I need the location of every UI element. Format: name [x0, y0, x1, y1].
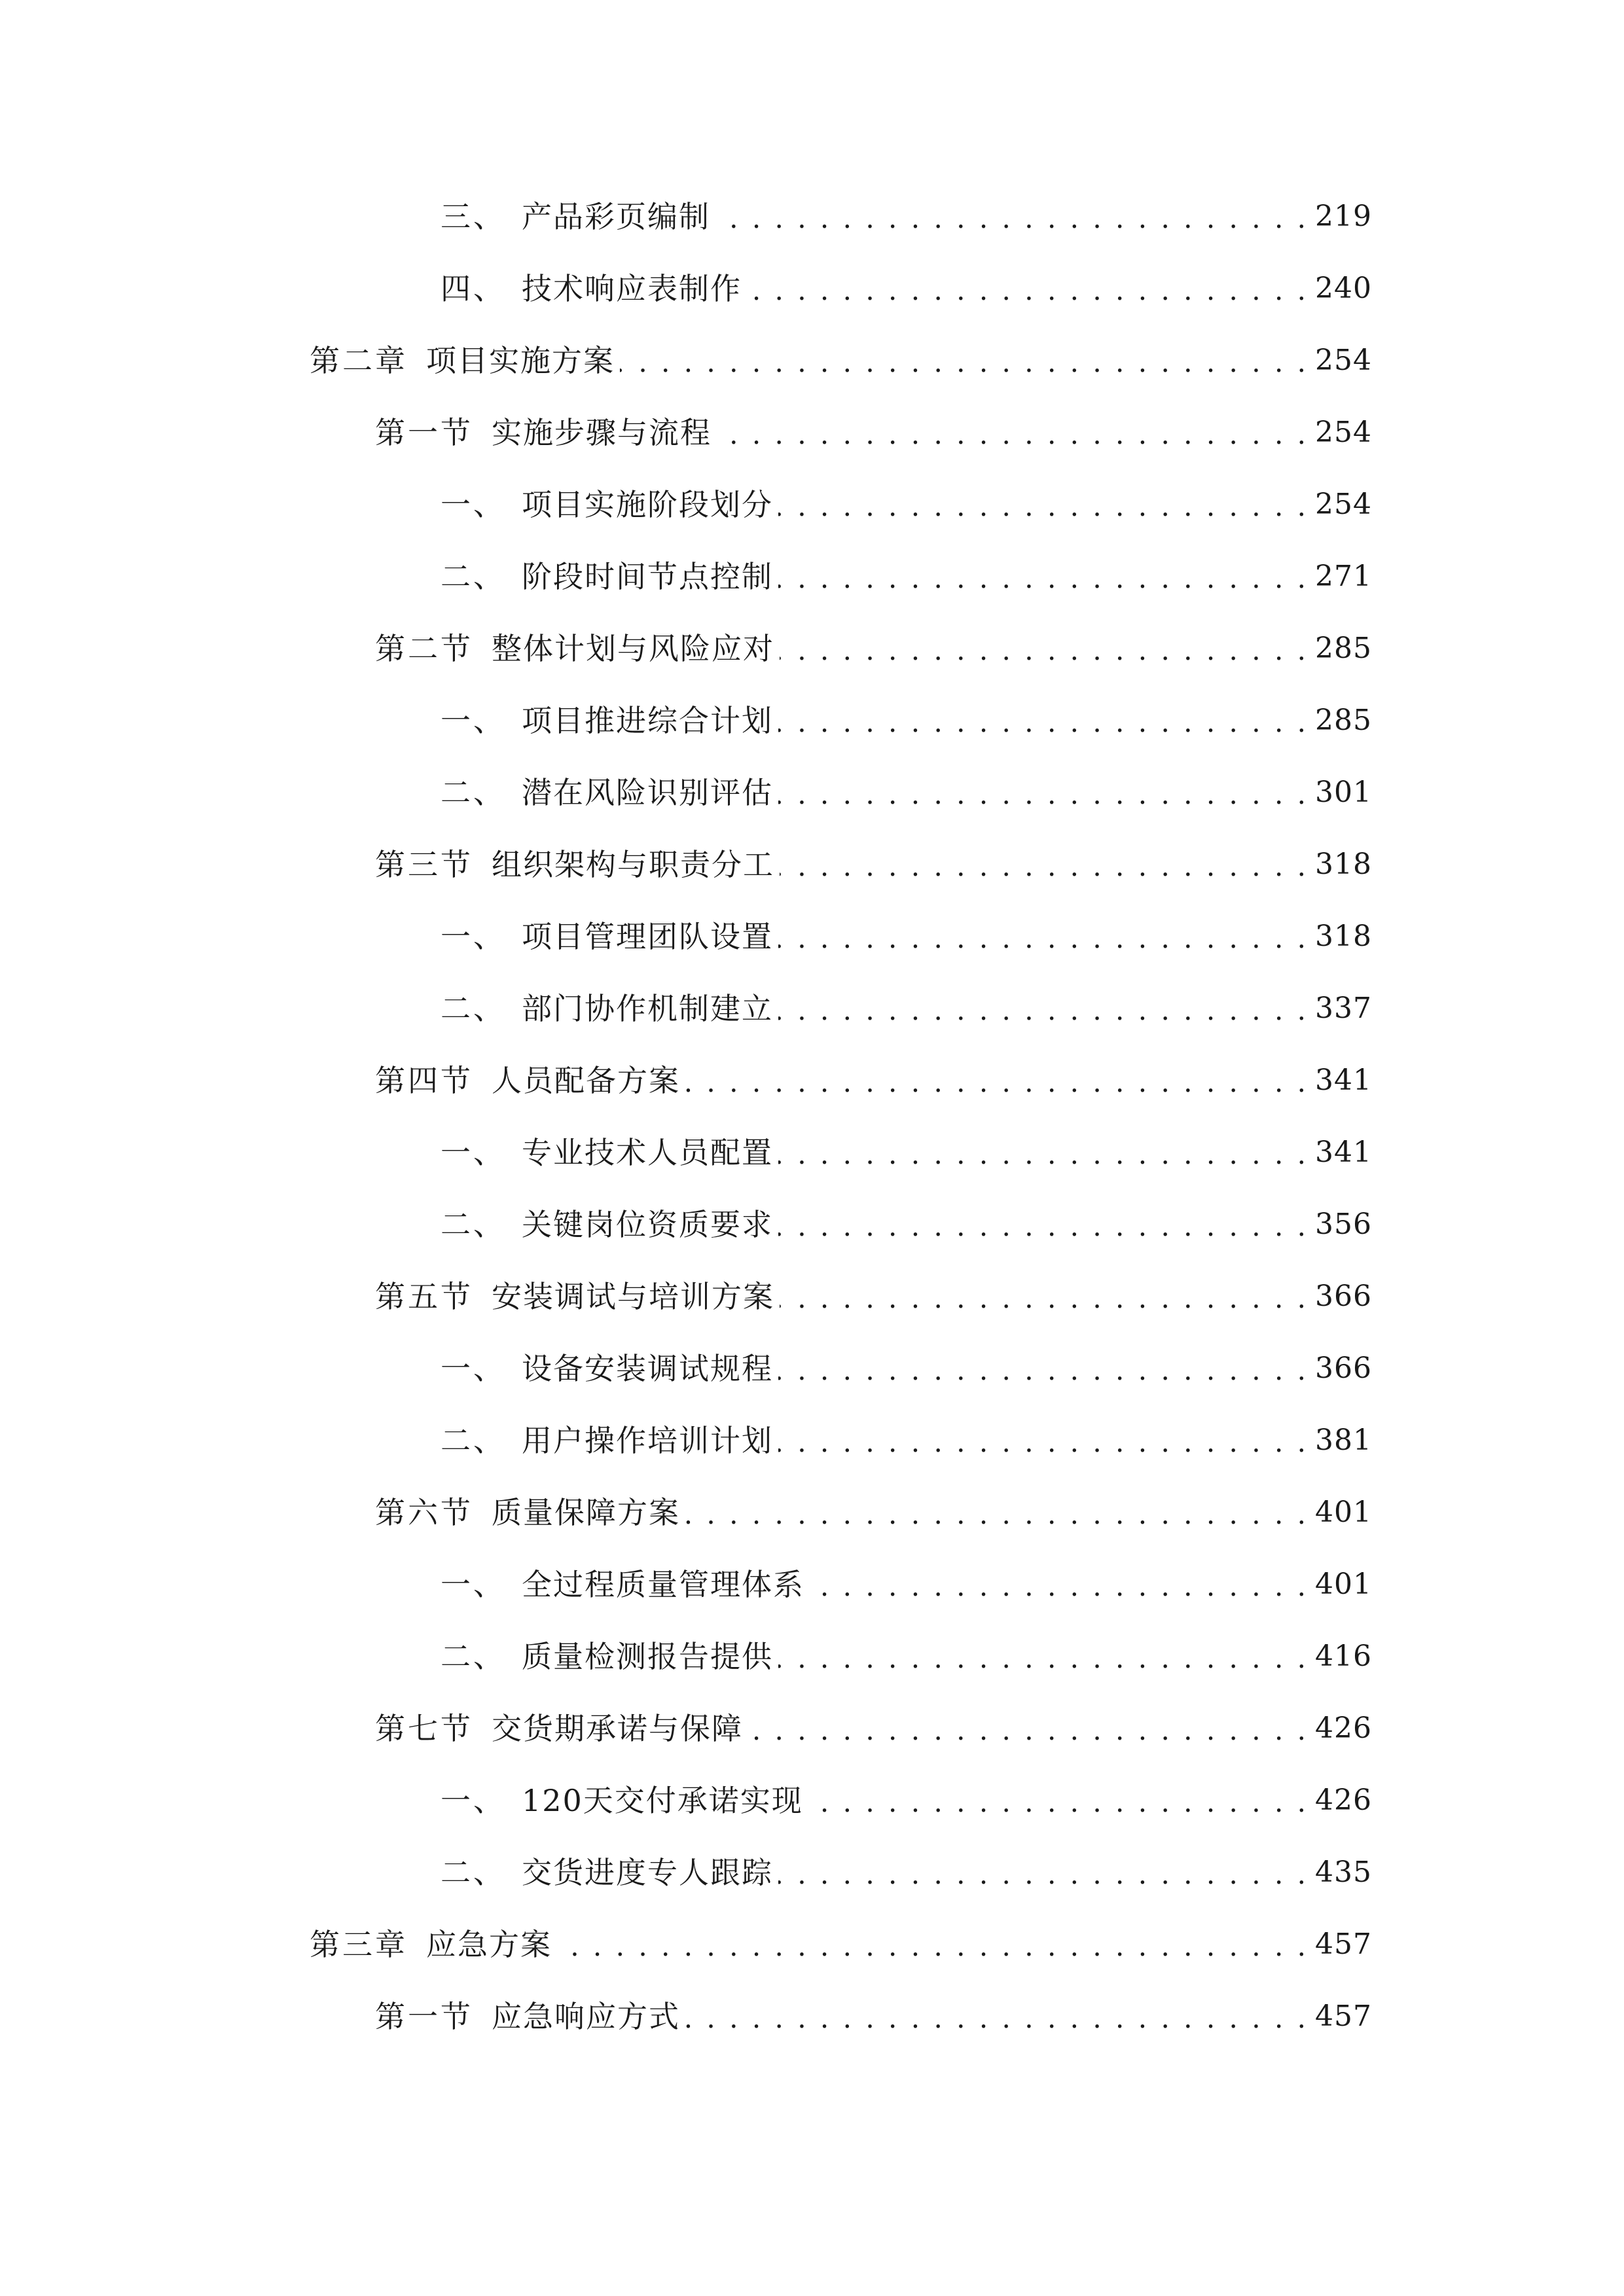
- toc-entry-title: 产品彩页编制: [522, 199, 710, 234]
- toc-entry[interactable]: [375, 410, 1372, 456]
- toc-entry[interactable]: [375, 1058, 1372, 1103]
- toc-entry-title: 项目实施方案: [426, 343, 615, 378]
- toc-entry-number: 三、: [441, 199, 506, 234]
- toc-entry-title: 120天交付承诺实现: [522, 1783, 803, 1818]
- toc-entry-title: 潜在风险识别评估: [522, 775, 773, 810]
- toc-entry[interactable]: [375, 1490, 1372, 1535]
- toc-entry[interactable]: [441, 1346, 1372, 1391]
- toc-entry-number: 一、: [441, 1783, 506, 1818]
- toc-entry-title: 用户操作培训计划: [522, 1423, 773, 1458]
- dot-leader: [778, 1850, 1308, 1895]
- dot-leader: [778, 986, 1308, 1031]
- toc-entry[interactable]: [441, 554, 1372, 600]
- toc-entry-page: 318: [1315, 920, 1372, 953]
- toc-entry-title: 部门协作机制建立: [522, 991, 773, 1026]
- toc-entry-number: 二、: [441, 1207, 506, 1242]
- toc-entry-page: 416: [1315, 1640, 1372, 1673]
- toc-entry[interactable]: [375, 1994, 1372, 2039]
- toc-entry[interactable]: [441, 1418, 1372, 1463]
- toc-entry-number: 二、: [441, 559, 506, 594]
- toc-entry-number: 第六节: [375, 1495, 473, 1530]
- toc-entry-number: 一、: [441, 1351, 506, 1386]
- toc-entry-number: 一、: [441, 703, 506, 738]
- dot-leader: [778, 482, 1308, 528]
- toc-entry[interactable]: [441, 770, 1372, 816]
- toc-entry-page: 337: [1315, 992, 1372, 1025]
- toc-entry-title: 应急方案: [426, 1927, 552, 1962]
- toc-entry-number: 一、: [441, 1135, 506, 1170]
- toc-entry-page: 341: [1315, 1136, 1372, 1169]
- toc-entry-page: 318: [1315, 848, 1372, 881]
- toc-entry-page: 401: [1315, 1496, 1372, 1529]
- toc-entry-title: 阶段时间节点控制: [522, 559, 773, 594]
- toc-entry[interactable]: [375, 1274, 1372, 1319]
- toc-entry-number: 第二节: [375, 631, 473, 666]
- toc-entry-page: 457: [1315, 1928, 1372, 1961]
- dot-leader: [717, 410, 1308, 456]
- toc-entry-number: 第三章: [310, 1927, 408, 1962]
- dot-leader: [557, 1922, 1308, 1967]
- dot-leader: [748, 1706, 1308, 1751]
- toc-entry-page: 401: [1315, 1568, 1372, 1601]
- dot-leader: [685, 1058, 1308, 1103]
- toc-entry[interactable]: [441, 986, 1372, 1031]
- toc-entry-number: 一、: [441, 1567, 506, 1602]
- toc-entry-title: 项目管理团队设置: [522, 919, 773, 954]
- toc-entry-title: 质量检测报告提供: [522, 1639, 773, 1674]
- toc-entry[interactable]: [441, 266, 1372, 312]
- dot-leader: [620, 338, 1308, 384]
- dot-leader: [810, 1562, 1308, 1607]
- toc-entry-page: 285: [1315, 704, 1372, 737]
- dot-leader: [778, 1634, 1308, 1679]
- toc-entry-number: 四、: [441, 271, 506, 306]
- toc-entry[interactable]: [375, 1706, 1372, 1751]
- toc-entry[interactable]: [441, 194, 1372, 240]
- toc-entry-title: 设备安装调试规程: [522, 1351, 773, 1386]
- toc-entry-title: 全过程质量管理体系: [522, 1567, 804, 1602]
- toc-entry-number: 二、: [441, 1855, 506, 1890]
- toc-entry-number: 第四节: [375, 1063, 473, 1098]
- dot-leader: [778, 1202, 1308, 1247]
- toc-entry-page: 381: [1315, 1424, 1372, 1457]
- dot-leader: [780, 1274, 1308, 1319]
- toc-entry-page: 341: [1315, 1064, 1372, 1097]
- toc-entry-number: 二、: [441, 1423, 506, 1458]
- toc-entry[interactable]: [310, 1922, 1372, 1967]
- toc-entry-page: 356: [1315, 1208, 1372, 1241]
- toc-entry[interactable]: [441, 1562, 1372, 1607]
- toc-entry[interactable]: [441, 914, 1372, 960]
- toc-entry-page: 285: [1315, 632, 1372, 665]
- toc-entry[interactable]: [441, 698, 1372, 744]
- toc-entry[interactable]: [441, 1202, 1372, 1247]
- toc-entry-page: 254: [1315, 416, 1372, 449]
- toc-entry-page: 366: [1315, 1280, 1372, 1313]
- toc-entry-title: 安装调试与培训方案: [492, 1279, 774, 1314]
- toc-entry-title: 关键岗位资质要求: [522, 1207, 773, 1242]
- toc-entry-page: 254: [1315, 488, 1372, 521]
- dot-leader: [778, 914, 1308, 960]
- dot-leader: [747, 266, 1308, 312]
- toc-entry-page: 301: [1315, 776, 1372, 809]
- toc-entry-page: 366: [1315, 1352, 1372, 1385]
- toc-entry-title: 专业技术人员配置: [522, 1135, 773, 1170]
- toc-entry[interactable]: [441, 1850, 1372, 1895]
- toc-entry-number: 第二章: [310, 343, 408, 378]
- toc-entry-page: 271: [1315, 560, 1372, 593]
- dot-leader: [685, 1490, 1308, 1535]
- dot-leader: [778, 554, 1308, 600]
- toc-entry-title: 整体计划与风险应对: [492, 631, 774, 666]
- toc-entry-number: 第七节: [375, 1711, 473, 1746]
- dot-leader: [778, 1130, 1308, 1175]
- toc-entry-page: 426: [1315, 1712, 1372, 1745]
- dot-leader: [778, 1418, 1308, 1463]
- toc-entry-number: 一、: [441, 919, 506, 954]
- toc-entry-page: 240: [1315, 272, 1372, 305]
- toc-entry-page: 435: [1315, 1856, 1372, 1889]
- toc-entry-title: 项目实施阶段划分: [522, 487, 773, 522]
- dot-leader: [685, 1994, 1308, 2039]
- toc-entry[interactable]: [441, 1778, 1372, 1823]
- toc-entry-number: 第五节: [375, 1279, 473, 1314]
- toc-entry-page: 219: [1315, 200, 1372, 233]
- toc-entry[interactable]: [375, 626, 1372, 672]
- toc-entry-title: 交货进度专人跟踪: [522, 1855, 773, 1890]
- toc-entry-title: 质量保障方案: [492, 1495, 680, 1530]
- toc-entry-number: 第一节: [375, 415, 473, 450]
- toc-entry[interactable]: [441, 1634, 1372, 1679]
- dot-leader: [778, 770, 1308, 816]
- dot-leader: [778, 698, 1308, 744]
- toc-entry[interactable]: [375, 842, 1372, 888]
- toc-entry-number: 二、: [441, 991, 506, 1026]
- toc-entry-title: 技术响应表制作: [522, 271, 742, 306]
- toc-entry-title: 项目推进综合计划: [522, 703, 773, 738]
- toc-entry-page: 426: [1315, 1784, 1372, 1817]
- dot-leader: [778, 1346, 1308, 1391]
- toc-entry-number: 二、: [441, 775, 506, 810]
- toc-entry-title: 交货期承诺与保障: [492, 1711, 743, 1746]
- toc-entry-title: 应急响应方式: [492, 1999, 680, 2034]
- toc-entry-page: 457: [1315, 2000, 1372, 2033]
- dot-leader: [808, 1778, 1308, 1823]
- dot-leader: [715, 194, 1308, 240]
- dot-leader: [780, 842, 1308, 888]
- toc-entry-title: 实施步骤与流程: [492, 415, 712, 450]
- toc-entry[interactable]: [310, 338, 1372, 384]
- toc-entry-number: 第一节: [375, 1999, 473, 2034]
- toc-entry-number: 二、: [441, 1639, 506, 1674]
- toc-entry-title: 组织架构与职责分工: [492, 847, 774, 882]
- toc-entry-title: 人员配备方案: [492, 1063, 680, 1098]
- toc-entry-number: 一、: [441, 487, 506, 522]
- toc-entry-number: 第三节: [375, 847, 473, 882]
- dot-leader: [780, 626, 1308, 672]
- toc-entry[interactable]: [441, 482, 1372, 528]
- toc-entry-page: 254: [1315, 344, 1372, 377]
- toc-entry[interactable]: [441, 1130, 1372, 1175]
